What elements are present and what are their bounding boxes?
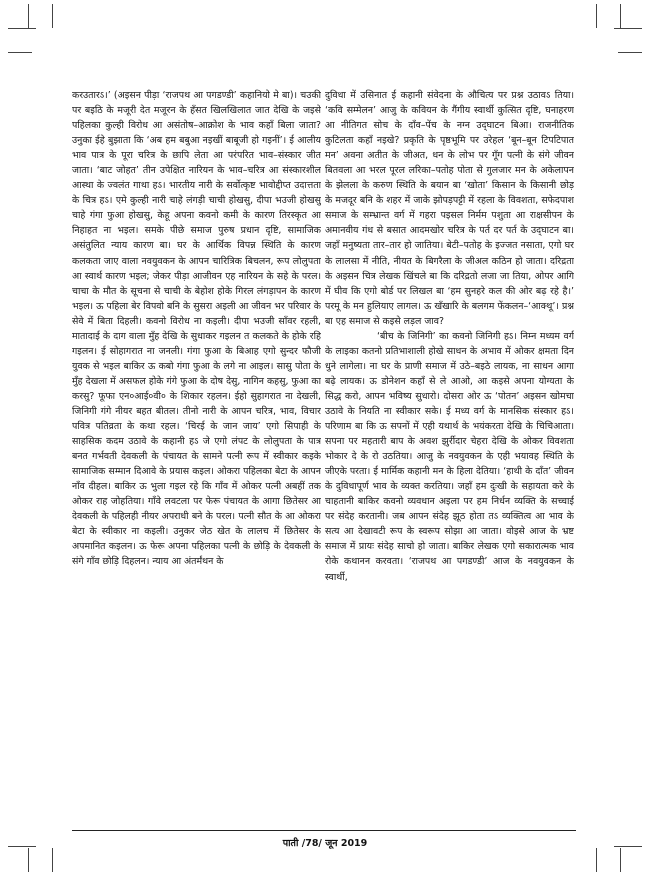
crop-mark-top-left-v xyxy=(28,4,29,28)
right-paragraph-2: ‘बीच के जिनिगी’ का कवनो जिनिगी हऽ। निम्न मध्यम वर्ग के लाइका कतनो प्रतिभाशाली होखे साधन के अभाव में ओकर क्षमता दिन धुने लागेला। ना घर के प्राणी समाज में उठे–बइठे लायक, ना साधन आगा बढ़े लायक। ऊ डोनेशन कहाँ से ले आओ, आ कइसे अपना योग्यता के सिद्ध करो, आपन भविष्य सुधारो। दोसरा ओर ऊ ‘पोतन’ अइसन खोमचा उठावे के नियति ना स्वीकार सके। ई मध्य वर्ग के मानसिक संस्कार हऽ। परिणाम बा कि ऊ सपनों में एही यथार्थ के भयंकरता देखि के चिचिआता। सपना पर महतारी बाप के अवश झुर्रीदार चेहरा देखि के ओकर विवशता भोकार दे के रो उठतिया। आजु के नवयुवकन के एही भयावह स्थिति के जीएके परता। ई मार्मिक कहानी मन के हिला देतिया। ‘हाथी के दाँत’ जीवन के दुविधापूर्ण भाव के व्यक्त करतिया। जहाँ हम दुःखी के सहायता करे के चाहतानी बाकिर कवनो व्यवधान अइला पर हम निर्धन व्यक्ति के सच्चाई पर संदेह करतानी। जब आपन संदेह झूठ होता तऽ व्यक्तित्व आ भाव के सत्य आ देखावटी रूप के स्वरूप सोझा आ जाता। वोइसे आज के भ्रष्ट समाज में प्रायः संदेह साचो हो जाता। बाकिर लेखक एगो सकारात्मक भाव रोके कथानन करवता। ‘राजपथ आ पगडण्डी’ आज के नवयुवकन के स्वार्थी, xyxy=(325,330,574,583)
crop-mark-bottom-right-v xyxy=(620,848,621,872)
crop-mark-top-left-v2 xyxy=(52,4,53,28)
crop-mark-bottom-left-v xyxy=(28,848,29,872)
left-paragraph-1: करउतारऽ।’ (अइसन पीड़ा ‘राजपथ आ पगडण्डी’ कहानियो मे बा)। चउकी पर बइठि के मजूरी देत मजूरन के हँसत खिलखिलात जात देखि के जइसे पहिलका कुल्ही विरोध आ असंतोष–आक्रोश के भाव कहाँ बिला जाता? उनुका ईहे बुझाता कि ‘अब हम बबुआ नइखीं बाबूजी हो गइनीं’। ई आलीय भाव पात्र के पूरा चरित्र के छापि लेता आ परंपरित भाव–संस्कार जीत जाता। ‘बाट जोहत’ तीन उपेक्षित नारियन के भाव–चरित्र आ संस्कारशील आस्था के ज्वलंत गाथा हऽ। भारतीय नारी के सर्वोत्कृष्ट भावोद्दीप्त उदात्तता के चित्र हऽ। एमे कुल्ही नारी चाहे लंगड़ी चाची होखसु, दीपा भउजी होखसु चाहे गंगा फुआ होखसु, केहू अपना कवनो कमी के कारण तिरस्कृत आ निहाहत ना भइल। समके पीछे समाज पुरुष प्रधान दृष्टि, सामाजिक असंतुलित न्याय कारण बा। घर के आर्थिक विपन्न स्थिति के कारण कलकता जाए वाला नवयुवकन के आपन चारित्रिक बिचलन, रूप लोलुपता आ स्वार्थ कारण भइल; जेकर पीड़ा आजीवन एह नारियन के सहे के परल। चाचा के मौत के सूचना से चाची के बेहोश होके गिरल लंगड़ापन के कारण भइल। ऊ पहिला बेर विपवो बनि के सुसरा अइली आ जीवन भर परिवार के सेवे में बिता दिहली। कवनो विरोध ना कइली। दीपा भउजी साँवर रहली, मातादाई के दाग वाला मुँह देखि के सुधाकर गइलन त कलकते के होके रहि गइलन। ई सोहागरात ना जनली। गंगा फुआ के बिआह एगो सुन्दर फौजी युवक से भइल बाकिर ऊ कबो गंगा फुआ के लगे ना आइल। सासु पोता के मुँह देखला में असफल होके गंगे फुआ के दोष देसु, नागिन कहसु, फुआ का करसु? फूफा एन०आई०वी० के शिकार रहलन। ईहो सुहागरात ना देखली, जिनिगी गंगे नीयर बहत बीतल। तीनो नारी के आपन चरित्र, भाव, विचार पवित्र पतिव्रता के कथा रहल। ‘चिरई के जान जाय’ एगो सिपाही के साहसिक कदम उठावे के कहानी हऽ जे एगो लंपट के लोलुपता के पात्र बनत गर्भवती देवकली के पंचायत के सामने पत्नी रूप में स्वीकार कइके सामाजिक सम्मान दिआवे के प्रयास कइल। ओकरा पहिलका बेटा के आपन नाँव दीहल। बाकिर ऊ भुला गइल रहे कि गाँव में ओकर पत्नी अबहीं तक ओकर राह जोहतिया। गाँवे लवटला पर फेरू पंचायत के आगा छितेसर आ देवकली के पहिलही नीयर अपराधी बने के परल। पत्नी सौत के आ ओकरा बेटा के स्वीकार ना कइली। उनुकर जेठ खेत के लालच में छितेसर के अपमानित कइलन। ऊ फेरू अपना पहिलका पत्नी के छोड़ि के देवकली के संगे गाँव छोड़ि दिहलन। न्याय आ अंतर्मंथन के xyxy=(72,90,321,568)
crop-mark-top-right-v xyxy=(620,4,621,28)
crop-mark-top-left-h xyxy=(8,28,36,29)
right-text-column xyxy=(325,88,574,826)
crop-mark-bottom-left-v2 xyxy=(52,848,53,872)
crop-mark-top-right-v2 xyxy=(596,4,597,28)
crop-mark-top-right-h xyxy=(614,28,642,29)
right-paragraph-1: दुविधा में उसिनात ई कहानी संवेदना के औचित्य पर प्रश्न उठावऽ तिया। ‘कवि सम्मेलन’ आजु के कवियन के गैंगीय स्वार्थी कुत्सित दृष्टि, घनाहरण आ नीतिगत सोच के दाँव–पेंच के नग्न उद्‌घाटन बिआ। राजनीतिक कुटिलता कहाँ नइखे? प्रकृति के पृष्ठभूमि पर उरेहल ‘बून–बून टिपटिपात मन’ अवना अतीत के जीअत, धन के लोभ पर गूँग पत्नी के संगे जीवन बितवला आ भरल पूरल लरिका–पतोह पोता से गुलजार मन के अकेलापन के झेलला के करुण स्थिति के बयान बा ‘खोता’ किसान के किसानी छोड़ के मजदूर बनि के शहर में जाके झोपड़पट्टी में रहला के विवशता, सफेदपाश समाज के सम्भ्रान्त वर्ग में गहरा पइसल निर्मम पशुता आ राक्षसीपन के अमानवीय गंध से बसात आदमखोर चरित्र के पर्त दर पर्त के उद्‌घाटन बा। जहाँ मनुष्यता तार–तार हो जातिया। बेटी–पतोह के इज्जत नसाता, एगो घर के लालसा में नीति, नीयत के बिगरैला के जीअल कठिन हो जाता। दरिद्रता के अइसन चित्र लेखक खिंचले बा कि दरिद्रतो लजा जा तिया, ओपर आगि में घीव कि एगो बोर्ड पर लिखल बा ‘हम सुनहरे कल की ओर बढ़ रहे है।’ परमू के मन हुलियाए लागल। ऊ खँखारि के बलगम फेंकलन–‘आक्थू’। प्रश्न बा एह समाज से कइसे लड़ल जाव? xyxy=(325,90,574,327)
crop-mark-bottom-right-v2 xyxy=(596,848,597,872)
crop-mark-top-right-h2 xyxy=(618,52,642,53)
page-footer: पाती /78/ जून 2019 xyxy=(282,838,368,849)
crop-mark-top-left-h2 xyxy=(8,52,32,53)
footer-rule xyxy=(72,830,576,831)
left-text-column xyxy=(72,88,321,826)
